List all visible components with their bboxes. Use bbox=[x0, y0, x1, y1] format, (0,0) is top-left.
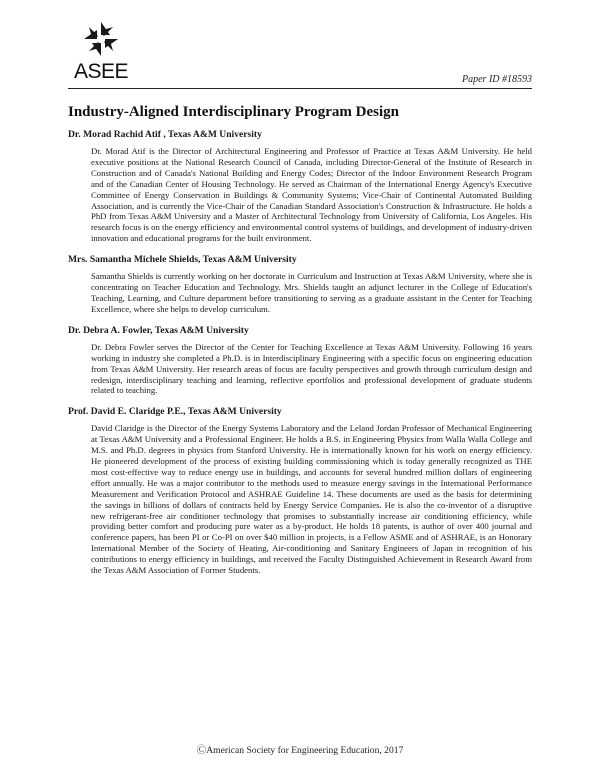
header-divider bbox=[68, 88, 532, 89]
paper-title: Industry-Aligned Interdisciplinary Program Design bbox=[68, 104, 399, 120]
author-entry bbox=[68, 128, 532, 244]
author-name: Mrs. Samantha Michele Shields, Texas A&M University bbox=[68, 254, 297, 266]
asee-pinwheel-icon bbox=[68, 20, 134, 60]
author-name: Prof. David E. Claridge P.E., Texas A&M University bbox=[68, 406, 282, 418]
asee-logo-text: ASEE bbox=[73, 60, 129, 83]
paper-id: Paper ID #18593 bbox=[462, 74, 532, 85]
copyright-footer: ⒸAmerican Society for Engineering Education, 2017 bbox=[196, 745, 404, 756]
author-entry bbox=[68, 405, 532, 576]
author-name: Dr. Debra A. Fowler, Texas A&M University bbox=[68, 324, 249, 336]
author-bio: Dr. Debra Fowler serves the Director of the Center for Teaching Excellence at Texas A&M University. Following 16 years working in industry she completed a Ph.D. is in Interdisciplinary Engineering with a specific focus on engineering education from Texas A&M University. Her research areas of focus are faculty perspectives and growth through curriculum design and redesign, interdisciplinary teaching and learning, reflective eportfolios and professional development of graduate students related to teaching. bbox=[91, 341, 532, 396]
author-list bbox=[68, 128, 532, 585]
author-name: Dr. Morad Rachid Atif , Texas A&M University bbox=[68, 129, 262, 140]
author-bio: Samantha Shields is currently working on her doctorate in Curriculum and Instruction at Texas A&M University, where she is concentrating on Teacher Education and Technology. Mrs. Shields taught an adjunct lecturer in the College of Education's Teaching, Learning, and Culture department before transitioning to serving as a graduate assistant in the Center for Teaching Excellence, where she helps to develop curriculum. bbox=[91, 271, 532, 314]
author-entry bbox=[68, 253, 532, 315]
author-bio: Dr. Morad Atif is the Director of Architectural Engineering and Professor of Practice at Texas A&M University. He held executive positions at the National Research Council of Canada, including Director-General of the Institute of Research in Construction and of Canada's National Building and Energy Codes; Director of the Indoor Environment Research Program and of the Canadian Center of Housing Technology. He served as Chairman of the International Energy Agency's Executive Committee of Energy Conservation in Buildings & Community Systems; Vice-Chair of Continental Automated Building Association, and is currently the Vice-Chair of the Canadian Standard Association's Construction & Infrastructure. He holds a PhD from Texas A&M University and a Master of Architectural Technology from University of California, Los Angeles. His research focus is on the energy efficiency and environmental control systems of buildings, and development of industry-driven innovation and educational programs for the built environment. bbox=[91, 146, 532, 244]
author-entry bbox=[68, 324, 532, 397]
author-bio: David Claridge is the Director of the Energy Systems Laboratory and the Leland Jordan Professor of Mechanical Engineering at Texas A&M University and a Professional Engineer. He holds a B.S. in Engineering Physics from Walla Walla College and M.S. and Ph.D. degrees in physics from Stanford University. He is internationally known for his work on energy efficiency. He pioneered development of the process of existing building commissioning which is today generally recognized as THE most cost-effective way to reduce energy use in buildings, and accounts for several hundred million dollars of engineering effort annually. He was a major contributor to the methods used to measure energy savings in the International Performance Measurement and Verification Protocol and ASHRAE Guideline 14. These documents are used as the basis for determining the savings in billions of dollars of contracts held by Energy Service Companies. He is also the co-inventor of a disruptive new refrigerant-free air conditioner technology that promises to substantially increase air conditioning efficiency, while providing better comfort and producing pure water as a by-product. He holds 18 patents, is author of over 400 journal and conference papers, has been PI or Co-PI on over $40 million in projects, is a Fellow ASME and of ASHRAE, is an Honorary International Member of the Society of Heating, Air-conditioning and Sanitary Engineers of Japan in recognition of his contributions to energy efficiency in buildings, and received the Faculty Distinguished Achievement in Research Award from the Texas A&M Association of Former Students. bbox=[91, 423, 532, 576]
